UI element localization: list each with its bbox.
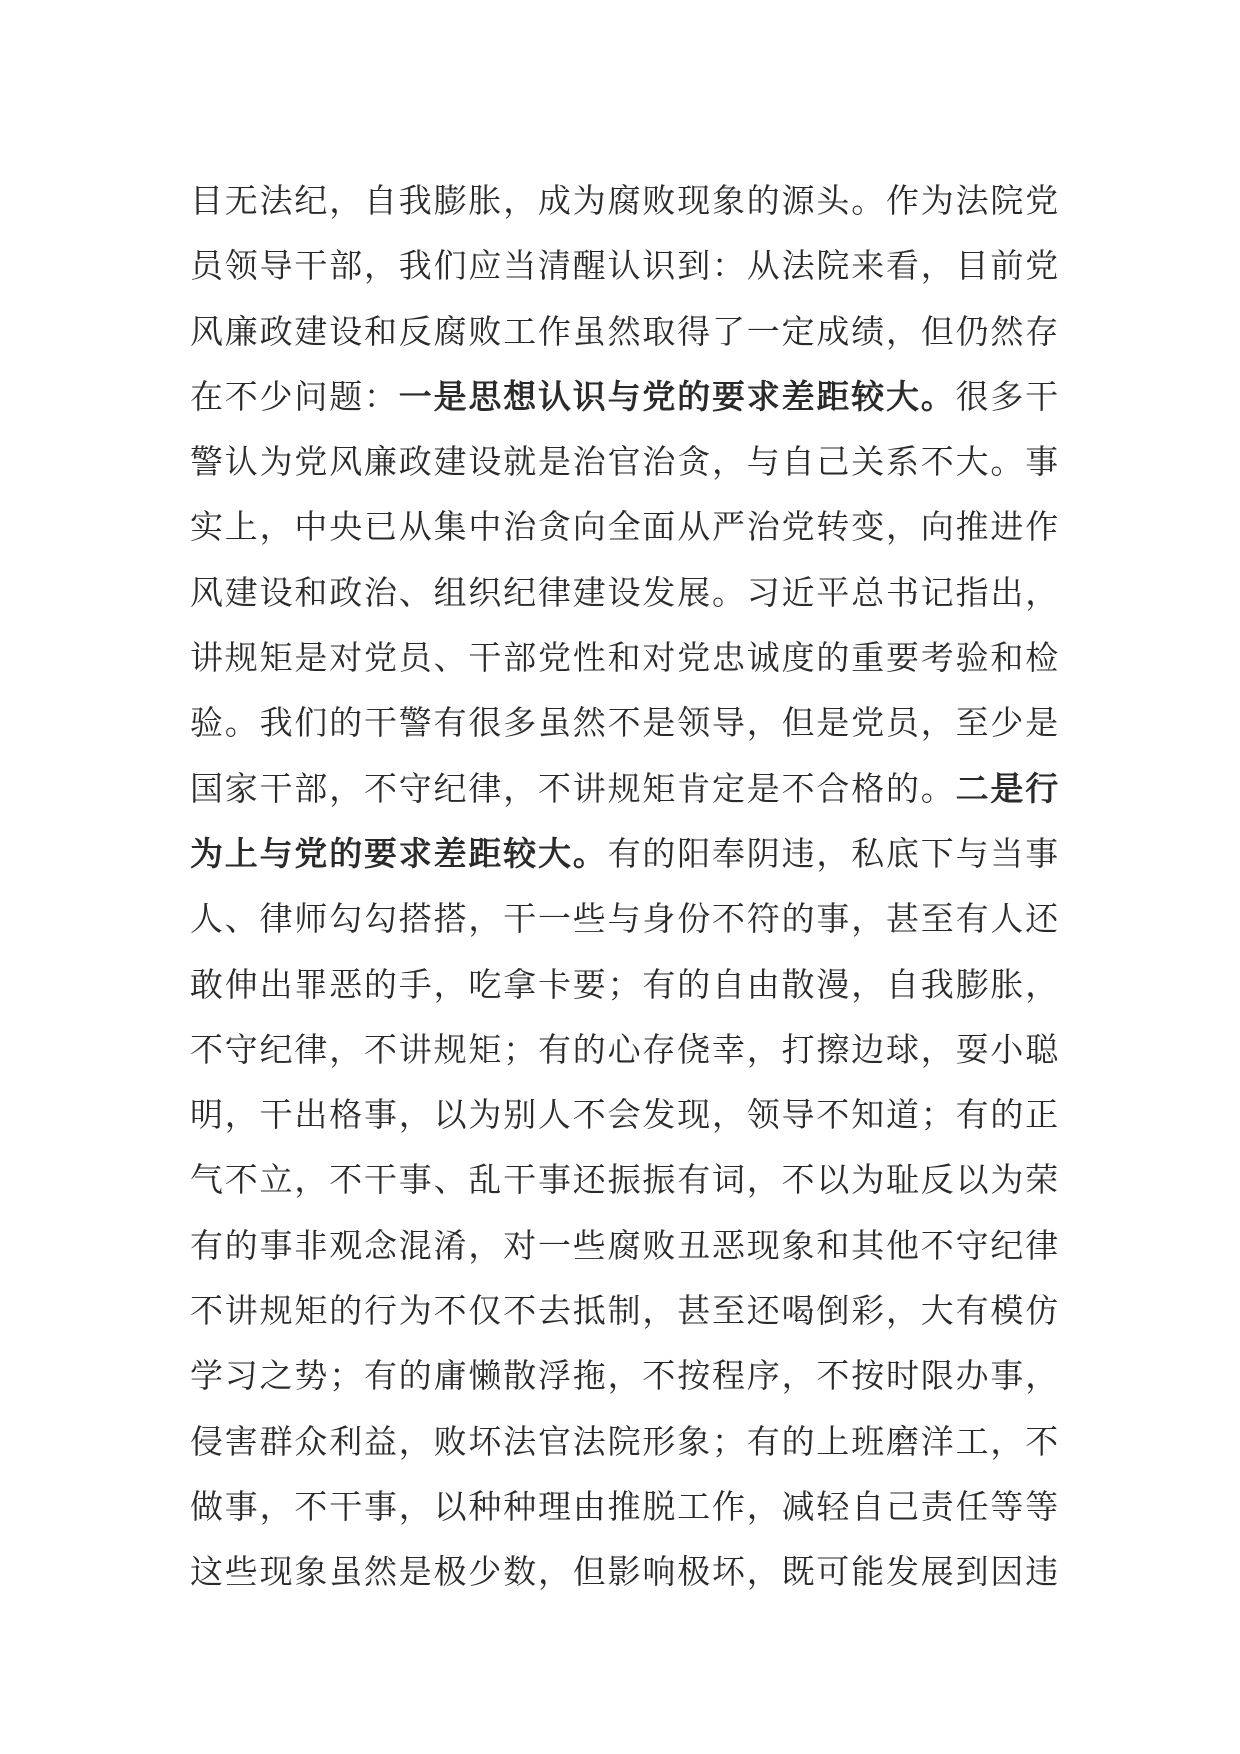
text-line xyxy=(190,1082,1060,1147)
text-line xyxy=(190,886,1060,951)
text-segment: 验。我们的干警有很多虽然不是领导，但是党员，至少是 xyxy=(190,703,1060,743)
text-line xyxy=(190,1343,1060,1408)
text-line xyxy=(190,299,1060,364)
text-line xyxy=(190,952,1060,1017)
text-line xyxy=(190,756,1060,821)
text-line xyxy=(190,429,1060,494)
text-segment: 有的阳奉阴违，私底下与当事 xyxy=(607,833,1060,873)
text-segment: 风建设和政治、组织纪律建设发展。习近平总书记指出， xyxy=(190,572,1060,612)
text-line xyxy=(190,1539,1060,1604)
text-segment: 讲规矩是对党员、干部党性和对党忠诚度的重要考验和检 xyxy=(190,638,1060,678)
text-segment: 国家干部，不守纪律，不讲规矩肯定是不合格的。 xyxy=(190,768,956,808)
text-line xyxy=(190,1278,1060,1343)
text-line xyxy=(190,1017,1060,1082)
text-segment: 在不少问题： xyxy=(190,376,399,416)
text-segment: 实上，中央已从集中治贪向全面从严治党转变，向推进作 xyxy=(190,507,1060,547)
text-segment: 这些现象虽然是极少数，但影响极坏，既可能发展到因违 xyxy=(190,1552,1060,1592)
text-segment: 敢伸出罪恶的手，吃拿卡要；有的自由散漫，自我膨胀， xyxy=(190,964,1060,1004)
text-segment: 侵害群众利益，败坏法官法院形象；有的上班磨洋工，不 xyxy=(190,1421,1060,1461)
body-text xyxy=(190,168,1060,1605)
text-segment: 目无法纪，自我膨胀，成为腐败现象的源头。作为法院党 xyxy=(190,181,1060,220)
text-line xyxy=(190,821,1060,886)
text-segment: 学习之势；有的庸懒散浮拖，不按程序，不按时限办事， xyxy=(190,1356,1060,1396)
text-segment: 有的事非观念混淆，对一些腐败丑恶现象和其他不守纪律 xyxy=(190,1225,1060,1265)
text-segment: 不守纪律，不讲规矩；有的心存侥幸，打擦边球，耍小聪 xyxy=(190,1029,1060,1069)
text-segment: 风廉政建设和反腐败工作虽然取得了一定成绩，但仍然存 xyxy=(190,311,1060,351)
text-line xyxy=(190,364,1060,429)
bold-text-segment: 二是行 xyxy=(955,768,1060,808)
text-line xyxy=(190,1213,1060,1278)
text-line xyxy=(190,1147,1060,1212)
text-line xyxy=(190,168,1060,233)
bold-text-segment: 一是思想认识与党的要求差距较大。 xyxy=(398,376,956,416)
text-segment: 人、律师勾勾搭搭，干一些与身份不符的事，甚至有人还 xyxy=(190,899,1060,939)
text-segment: 做事，不干事，以种种理由推脱工作，减轻自己责任等等 xyxy=(190,1486,1060,1526)
text-line xyxy=(190,690,1060,755)
text-line xyxy=(190,494,1060,559)
bold-text-segment: 为上与党的要求差距较大。 xyxy=(190,833,608,873)
text-line xyxy=(190,1409,1060,1474)
text-segment: 明，干出格事，以为别人不会发现，领导不知道；有的正 xyxy=(190,1095,1060,1135)
text-segment: 不讲规矩的行为不仅不去抵制，甚至还喝倒彩，大有模仿 xyxy=(190,1291,1060,1331)
text-line xyxy=(190,560,1060,625)
text-line xyxy=(190,233,1060,298)
text-line xyxy=(190,1474,1060,1539)
text-segment: 很多干 xyxy=(955,376,1060,416)
text-segment: 员领导干部，我们应当清醒认识到：从法院来看，目前党 xyxy=(190,246,1060,286)
text-line xyxy=(190,625,1060,690)
text-segment: 气不立，不干事、乱干事还振振有词，不以为耻反以为荣 xyxy=(190,1160,1060,1200)
text-segment: 警认为党风廉政建设就是治官治贪，与自己关系不大。事 xyxy=(190,442,1060,482)
